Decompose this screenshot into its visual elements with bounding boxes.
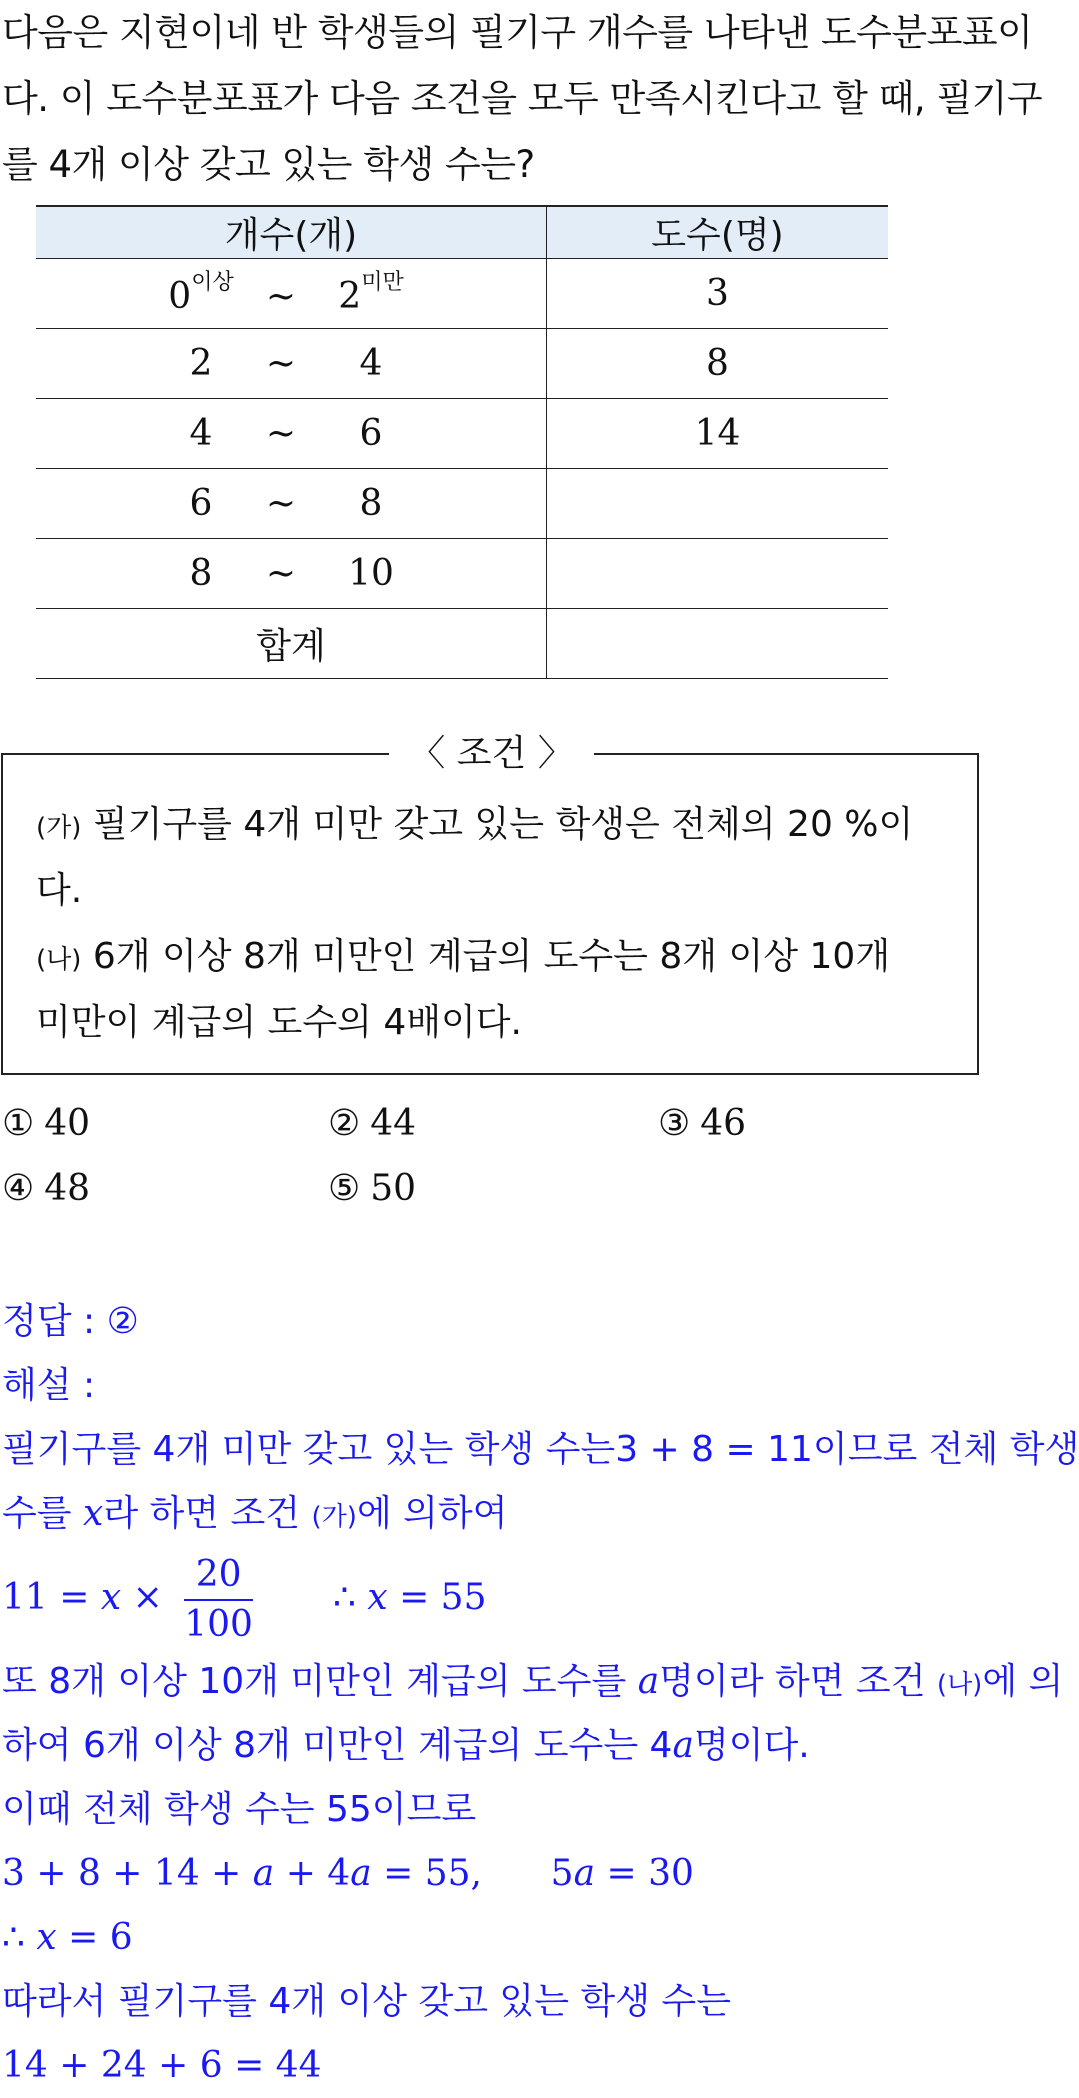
class-frequency: [547, 469, 889, 539]
table-row: [36, 469, 888, 539]
choice-2[interactable]: ② 44: [328, 1103, 417, 1144]
table-total-row: [36, 609, 888, 679]
tilde: ~: [265, 275, 297, 317]
range-high: 4: [359, 343, 383, 384]
range-high: 2: [338, 275, 362, 317]
choice-4[interactable]: ④ 48: [2, 1168, 91, 1209]
condition-b-marker: (나): [36, 945, 82, 975]
table-row: [36, 539, 888, 609]
range-high: 8: [359, 483, 383, 524]
class-range: [36, 469, 547, 539]
choice-3[interactable]: ③ 46: [658, 1103, 747, 1144]
condition-a-marker: (가): [36, 813, 82, 843]
header-count: 개수(개): [36, 206, 547, 259]
range-low: 8: [189, 553, 213, 594]
class-range: [36, 399, 547, 469]
range-low: 4: [189, 413, 213, 454]
solution: [2, 1290, 1079, 2098]
solution-line-2: 수를 x라 하면 조건 (가)에 의하여: [2, 1493, 508, 1534]
condition-b-line-2: 미만이 계급의 도수의 4배이다.: [36, 1002, 522, 1043]
question-line-1: 다음은 지현이네 반 학생들의 필기구 개수를 나타낸 도수분포표이: [2, 11, 1033, 54]
solution-line-4: 또 8개 이상 10개 미만인 계급의 도수를 a명이라 하면 조건 (나)에 의: [2, 1661, 1064, 1702]
table-row: [36, 399, 888, 469]
sup-over: 이상: [191, 269, 234, 295]
range-low: 6: [189, 483, 213, 524]
class-frequency: 14: [547, 399, 889, 469]
tilde: ~: [265, 413, 297, 454]
condition-a-line-2: 다.: [36, 870, 83, 911]
conditions-text: [36, 792, 956, 1056]
class-frequency: 8: [547, 329, 889, 399]
class-range: [36, 539, 547, 609]
conditions-title-label: 〈 조건 〉: [389, 733, 593, 774]
total-value: [547, 609, 889, 679]
solution-line-1: 필기구를 4개 미만 갖고 있는 학생 수는3 + 8 = 11이므로 전체 학생: [2, 1429, 1079, 1470]
sup-under: 미만: [361, 269, 404, 295]
condition-a-line-1: (가) 필기구를 4개 미만 갖고 있는 학생은 전체의 20 %이: [36, 804, 914, 845]
class-frequency: [547, 539, 889, 609]
class-range: [36, 259, 547, 329]
tilde: ~: [265, 553, 297, 594]
class-range: [36, 329, 547, 399]
equation-3: ∴ x = 6: [2, 1917, 133, 1958]
choice-5[interactable]: ⑤ 50: [328, 1168, 417, 1209]
explanation-label: 해설 :: [2, 1365, 96, 1406]
equation-4: 14 + 24 + 6 = 44: [2, 2045, 322, 2086]
condition-b-line-1: (나) 6개 이상 8개 미만인 계급의 도수는 8개 이상 10개: [36, 936, 891, 977]
equation-1: 11 = x × $\frac{20}{100}$ ∴ x = 55: [2, 1546, 992, 1650]
question-text: [2, 0, 1043, 198]
solution-line-6: 이때 전체 학생 수는 55이므로: [2, 1789, 477, 1830]
question-line-3: 를 4개 이상 갖고 있는 학생 수는?: [2, 143, 535, 186]
range-low: 0: [168, 275, 192, 317]
choice-1[interactable]: ① 40: [2, 1103, 91, 1144]
solution-line-9: 따라서 필기구를 4개 이상 갖고 있는 학생 수는: [2, 1981, 731, 2022]
equation-2: 3 + 8 + 14 + a + 4a = 55, 5a = 30: [2, 1853, 694, 1894]
table-row: [36, 259, 888, 329]
range-high: 10: [348, 553, 394, 594]
question-line-2: 다. 이 도수분포표가 다음 조건을 모두 만족시킨다고 할 때, 필기구: [2, 77, 1043, 120]
answer-line: 정답 : ②: [2, 1301, 139, 1342]
total-label: 합계: [36, 609, 547, 679]
tilde: ~: [265, 343, 297, 384]
range-low: 2: [189, 343, 213, 384]
table-row: [36, 329, 888, 399]
conditions-title: [0, 729, 983, 779]
solution-line-5: 하여 6개 이상 8개 미만인 계급의 도수는 4a명이다.: [2, 1725, 810, 1766]
tilde: ~: [265, 483, 297, 524]
table-header-row: [36, 206, 888, 259]
frequency-table: [36, 205, 888, 679]
class-frequency: 3: [547, 259, 889, 329]
header-frequency: 도수(명): [547, 206, 889, 259]
range-high: 6: [359, 413, 383, 454]
fraction: $\frac{20}{100}$: [184, 1551, 253, 1649]
